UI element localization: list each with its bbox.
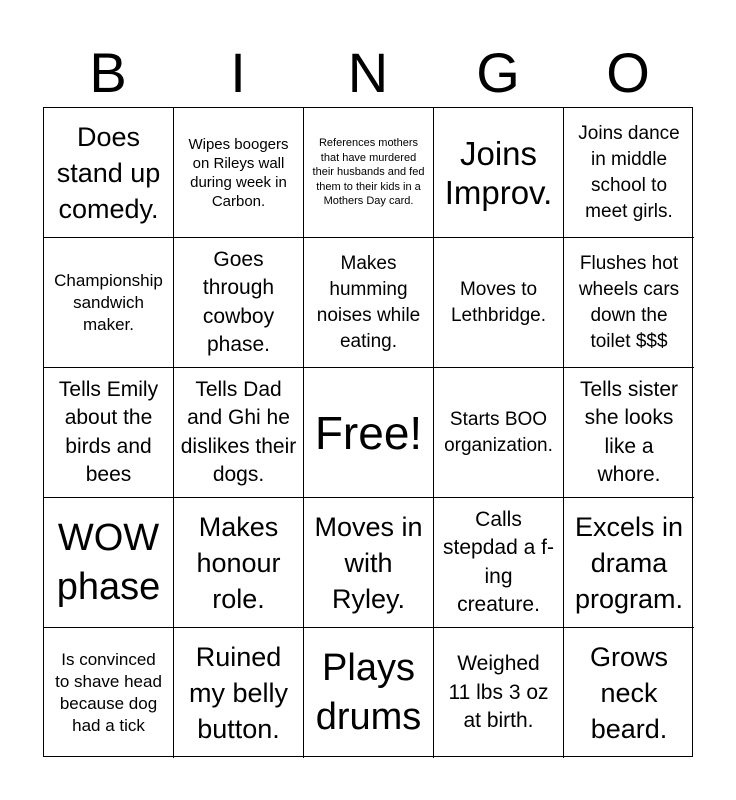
bingo-cell[interactable] — [304, 628, 434, 758]
cell-text: Tells Emily about the birds and bees — [58, 377, 159, 486]
header-letter-i: I — [230, 41, 246, 104]
bingo-cell[interactable] — [174, 108, 304, 238]
cell-text: Plays drums — [315, 647, 422, 738]
bingo-cell[interactable] — [304, 108, 434, 238]
cell-text: Grows neck beard. — [589, 642, 668, 744]
free-space-cell[interactable] — [304, 368, 434, 498]
header-letter-b: B — [89, 41, 127, 104]
cell-text: Joins Improv. — [444, 134, 553, 211]
bingo-cell[interactable] — [44, 238, 174, 368]
bingo-cell[interactable] — [434, 238, 564, 368]
cell-text: Ruined my belly button. — [188, 642, 289, 744]
bingo-cell[interactable] — [564, 108, 694, 238]
bingo-cell[interactable] — [564, 238, 694, 368]
cell-text: Does stand up comedy. — [56, 121, 161, 224]
bingo-cell[interactable] — [304, 238, 434, 368]
cell-text: Excels in drama program. — [574, 511, 684, 614]
header-letter-o: O — [606, 41, 650, 104]
cell-text: References mothers that have murdered their husbands and fed them to their kids in a Mothers Day card. — [312, 137, 425, 208]
header-letter-g: G — [476, 41, 520, 104]
bingo-cell[interactable] — [44, 628, 174, 758]
bingo-cell[interactable] — [564, 368, 694, 498]
bingo-cell[interactable] — [434, 108, 564, 238]
cell-text: Flushes hot wheels cars down the toilet $$$ — [578, 252, 680, 352]
bingo-cell[interactable] — [564, 498, 694, 628]
bingo-board — [43, 107, 693, 757]
cell-text: Tells Dad and Ghi he dislikes their dogs. — [180, 377, 297, 486]
cell-text: Free! — [314, 406, 423, 459]
bingo-cell[interactable] — [44, 108, 174, 238]
bingo-cell[interactable] — [44, 368, 174, 498]
bingo-cell[interactable] — [564, 628, 694, 758]
bingo-cell[interactable] — [304, 498, 434, 628]
bingo-header — [43, 40, 693, 106]
cell-text: Makes honour role. — [196, 511, 281, 614]
header-letter-n: N — [347, 41, 389, 104]
cell-text: Moves to Lethbridge. — [450, 278, 547, 326]
cell-text: Goes through cowboy phase. — [202, 247, 275, 356]
cell-text: WOW phase — [56, 516, 161, 608]
cell-text: Tells sister she looks like a whore. — [579, 377, 679, 486]
cell-text: Wipes boogers on Rileys wall during week in Carbon. — [188, 135, 289, 210]
bingo-cell[interactable] — [434, 498, 564, 628]
bingo-cell[interactable] — [174, 368, 304, 498]
bingo-cell[interactable] — [44, 498, 174, 628]
bingo-cell[interactable] — [434, 368, 564, 498]
cell-text: Is convinced to shave head because dog had a tick — [55, 650, 162, 735]
cell-text: Championship sandwich maker. — [54, 270, 163, 334]
bingo-cell[interactable] — [434, 628, 564, 758]
bingo-cell[interactable] — [174, 498, 304, 628]
cell-text: Makes humming noises while eating. — [316, 252, 421, 352]
cell-text: Weighed 11 lbs 3 oz at birth. — [448, 652, 549, 733]
cell-text: Joins dance in middle school to meet girls. — [578, 122, 680, 222]
cell-text: Calls stepdad a f-ing creature. — [443, 507, 554, 616]
cell-text: Starts BOO organization. — [444, 408, 553, 456]
bingo-cell[interactable] — [174, 238, 304, 368]
bingo-cell[interactable] — [174, 628, 304, 758]
cell-text: Moves in with Ryley. — [314, 511, 423, 614]
